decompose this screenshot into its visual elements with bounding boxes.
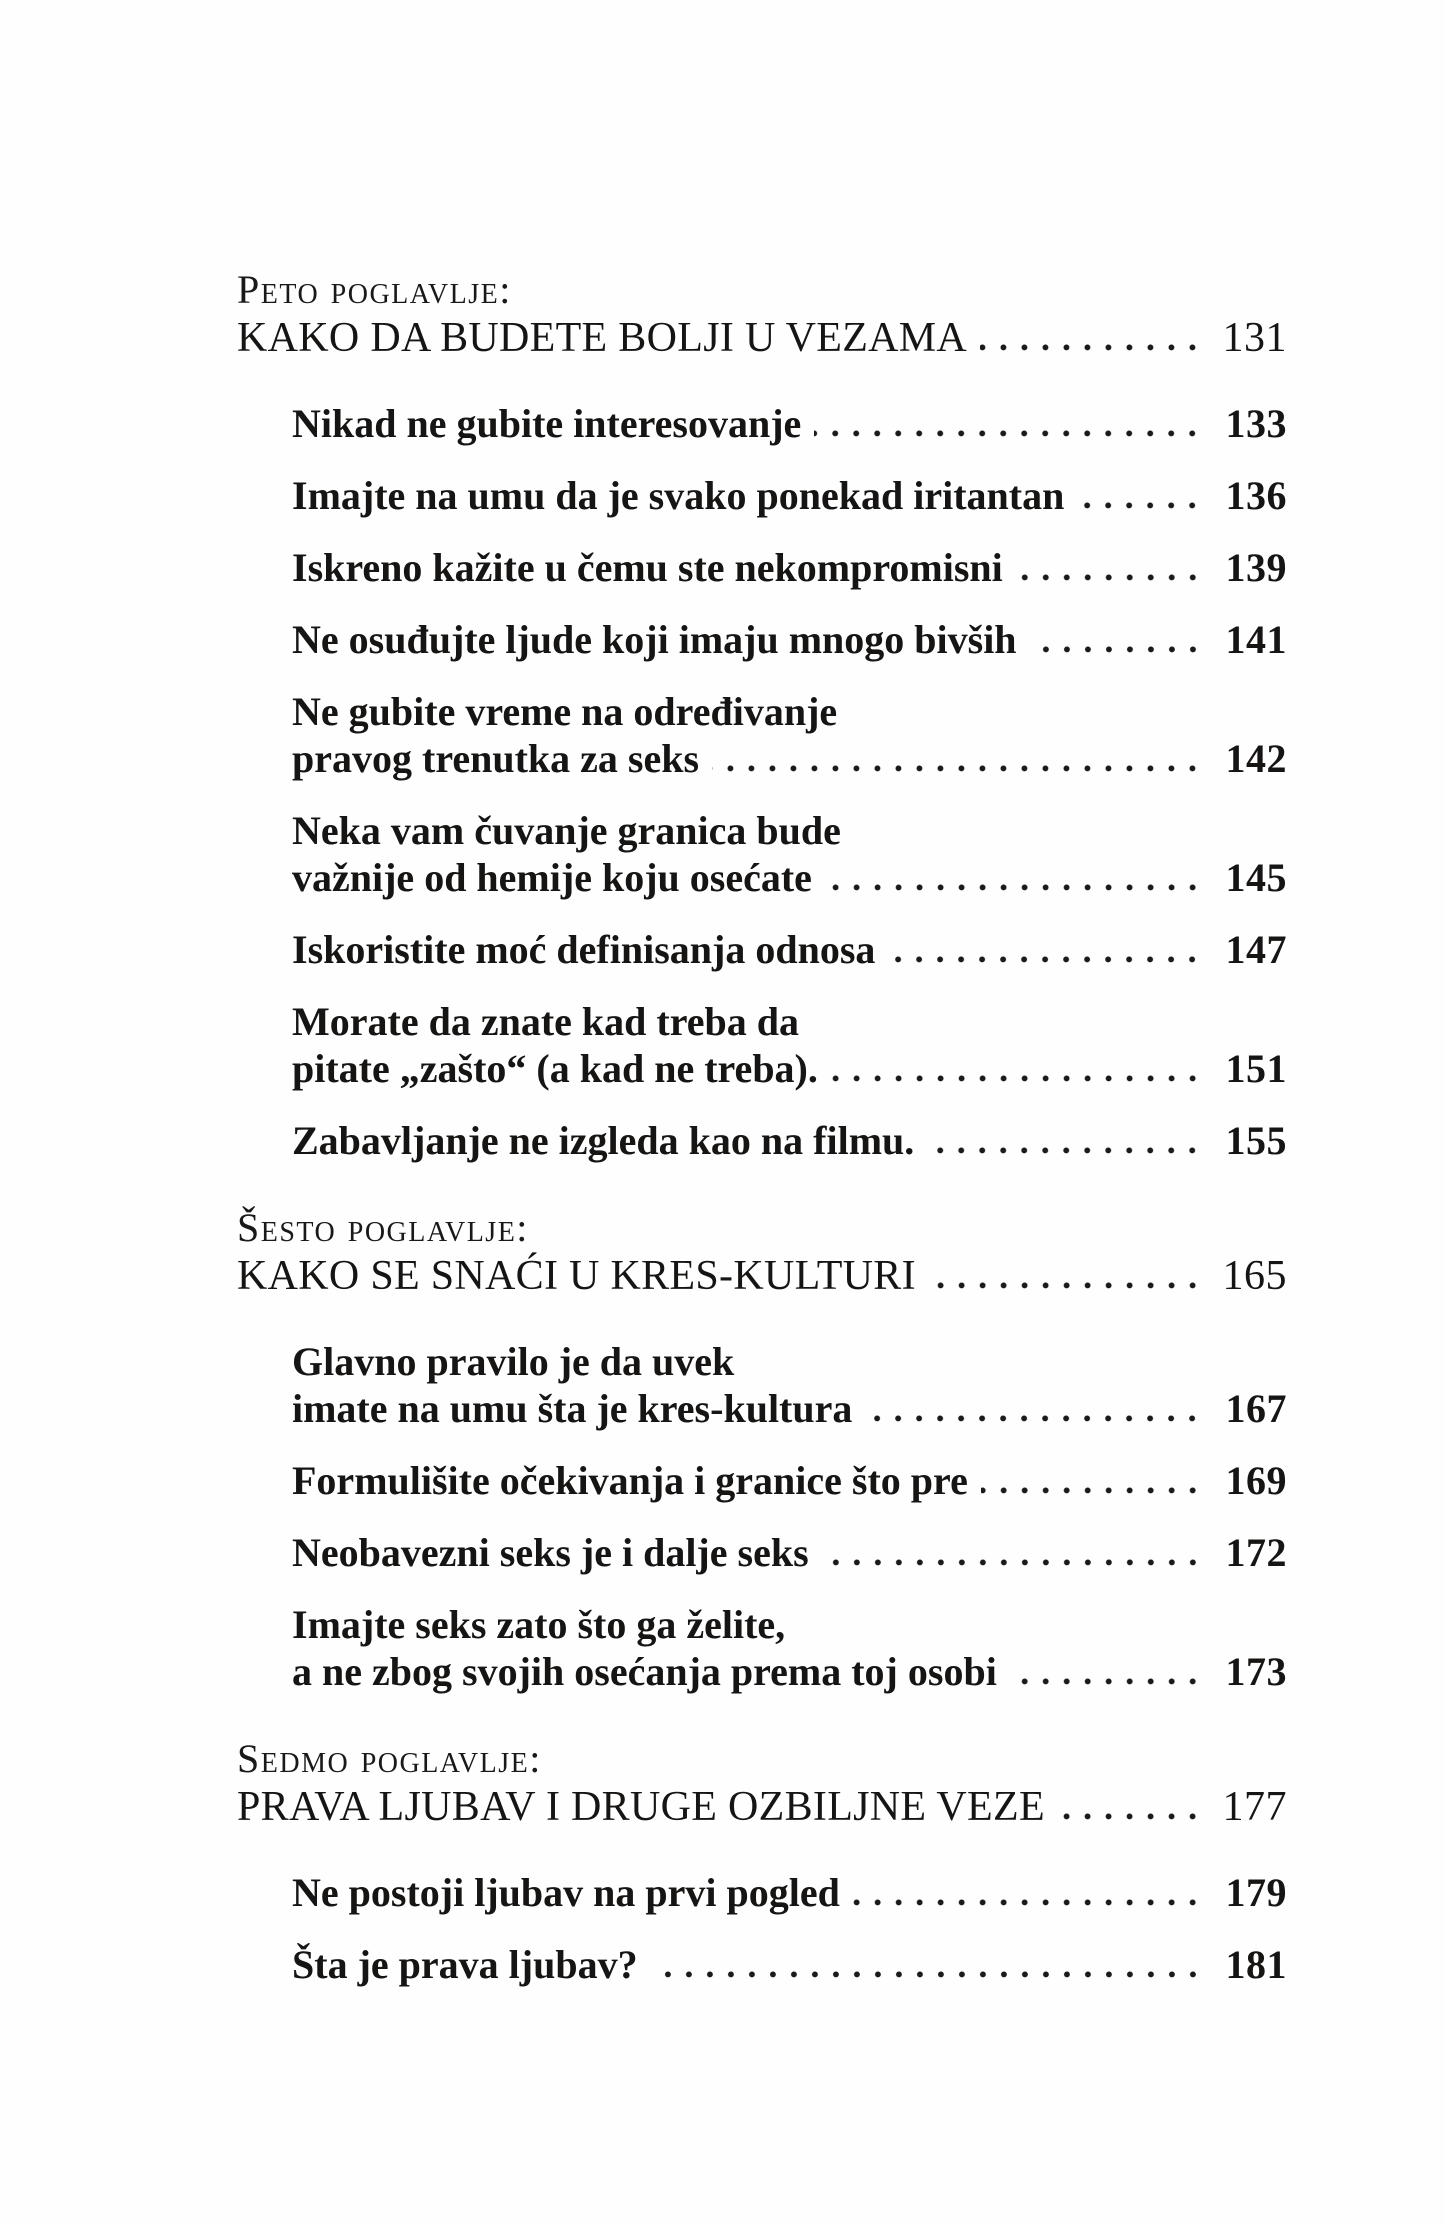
entry-title: Neobavezni seks je i dalje seks [292, 1530, 809, 1575]
dot-leader [929, 1282, 1203, 1289]
dot-leader [825, 884, 1203, 891]
toc-entry [237, 1117, 1287, 1164]
entry-title: važnije od hemije koju osećate [292, 855, 812, 900]
entry-row [292, 1869, 1287, 1916]
entry-title: Nikad ne gubite interesovanje [292, 401, 802, 446]
toc-entry [237, 544, 1287, 591]
page-number: 169 [1225, 1458, 1287, 1503]
page-number: 173 [1225, 1649, 1287, 1694]
entry-row [292, 1457, 1287, 1504]
toc-entry [237, 998, 1287, 1092]
entry-row [292, 854, 1287, 901]
dot-leader [651, 1971, 1203, 1978]
entry-line: Glavno pravilo je da uvek [292, 1339, 735, 1384]
entry-row [292, 616, 1287, 663]
entry-title: Ne postoji ljubav na prvi pogled [292, 1870, 840, 1915]
entry-row [292, 1529, 1287, 1576]
page-number: 131 [1222, 315, 1287, 361]
dot-leader [981, 1487, 1203, 1494]
entry-title: imate na umu šta je kres-kultura [292, 1386, 853, 1431]
toc-entry [237, 688, 1287, 782]
entry-title: Imajte na umu da je svako ponekad iritantan [292, 473, 1065, 518]
dot-leader [1030, 646, 1203, 653]
page-number: 167 [1225, 1386, 1287, 1431]
chapter-title-row [237, 314, 1287, 362]
entry-title: Šta je prava ljubav? [292, 1942, 638, 1987]
page-number: 145 [1225, 855, 1287, 900]
chapter-section [237, 1735, 1287, 1988]
entry-row [292, 544, 1287, 591]
chapter-title-row [237, 1252, 1287, 1300]
toc-entry [237, 400, 1287, 447]
entry-title: Zabavljanje ne izgleda kao na filmu. [292, 1118, 915, 1163]
dot-leader [1058, 1813, 1203, 1820]
dot-leader [865, 1415, 1203, 1422]
entry-title: Iskreno kažite u čemu ste nekompromisni [292, 545, 1003, 590]
page-number: 141 [1225, 617, 1287, 662]
page-number: 179 [1225, 1870, 1287, 1915]
chapter-kicker: Sedmo poglavlje: [237, 1736, 542, 1781]
toc [237, 266, 1287, 1988]
entry-row [292, 1385, 1287, 1432]
entry-row [292, 400, 1287, 447]
entry-row [292, 1941, 1287, 1988]
dot-leader [814, 430, 1203, 437]
entry-title: Formulišite očekivanja i granice što pre [292, 1458, 968, 1503]
entry-row [292, 926, 1287, 973]
toc-entry [237, 1601, 1287, 1695]
dot-leader [1016, 574, 1203, 581]
entry-row [292, 1117, 1287, 1164]
page-number: 139 [1225, 545, 1287, 590]
dot-leader [888, 956, 1203, 963]
page-number: 142 [1225, 736, 1287, 781]
toc-entry [237, 1338, 1287, 1432]
dot-leader [853, 1899, 1203, 1906]
entry-title: Iskoristite moć definisanja odnosa [292, 927, 876, 972]
dot-leader [1077, 502, 1203, 509]
page-number: 151 [1225, 1046, 1287, 1091]
chapter-title: KAKO SE SNAĆI U KRES-KULTURI [237, 1253, 916, 1299]
dot-leader [1010, 1678, 1203, 1685]
entry-title: a ne zbog svojih osećanja prema toj osobi [292, 1649, 997, 1694]
entry-row [292, 472, 1287, 519]
entry-title: pravog trenutka za seks [292, 736, 700, 781]
chapter-section [237, 1204, 1287, 1695]
entry-line: Imajte seks zato što ga želite, [292, 1602, 786, 1647]
chapter-title: PRAVA LJUBAV I DRUGE OZBILJNE VEZE [237, 1784, 1045, 1830]
chapter-section [237, 266, 1287, 1164]
toc-entry [237, 1869, 1287, 1916]
page-number: 177 [1222, 1784, 1287, 1830]
dot-leader [712, 765, 1203, 772]
dot-leader [831, 1075, 1203, 1082]
entry-title: Ne osuđujte ljude koji imaju mnogo bivših [292, 617, 1017, 662]
entry-row [292, 1648, 1287, 1695]
entry-row [292, 1045, 1287, 1092]
entry-list [237, 1869, 1287, 1988]
toc-entry [237, 616, 1287, 663]
toc-entry [237, 926, 1287, 973]
chapter-title-row [237, 1783, 1287, 1831]
entry-line: Neka vam čuvanje granica bude [292, 808, 841, 853]
page-number: 181 [1225, 1942, 1287, 1987]
entry-line: Ne gubite vreme na određivanje [292, 689, 838, 734]
entry-list [237, 400, 1287, 1164]
toc-entry [237, 807, 1287, 901]
page-number: 155 [1225, 1118, 1287, 1163]
page-number: 165 [1222, 1253, 1287, 1299]
toc-entry [237, 1941, 1287, 1988]
page-number: 136 [1225, 473, 1287, 518]
dot-leader [927, 1147, 1203, 1154]
page-number: 172 [1225, 1530, 1287, 1575]
dot-leader [822, 1559, 1203, 1566]
chapter-title: KAKO DA BUDETE BOLJI U VEZAMA [237, 315, 968, 361]
entry-list [237, 1338, 1287, 1695]
chapter-kicker: Šesto poglavlje: [237, 1205, 529, 1250]
toc-entry [237, 1457, 1287, 1504]
page-number: 147 [1225, 927, 1287, 972]
dot-leader [980, 344, 1203, 351]
entry-row [292, 735, 1287, 782]
entry-line: Morate da znate kad treba da [292, 999, 799, 1044]
chapter-kicker: Peto poglavlje: [237, 267, 512, 312]
page-number: 133 [1225, 401, 1287, 446]
toc-entry [237, 1529, 1287, 1576]
toc-entry [237, 472, 1287, 519]
entry-title: pitate „zašto“ (a kad ne treba). [292, 1046, 818, 1091]
